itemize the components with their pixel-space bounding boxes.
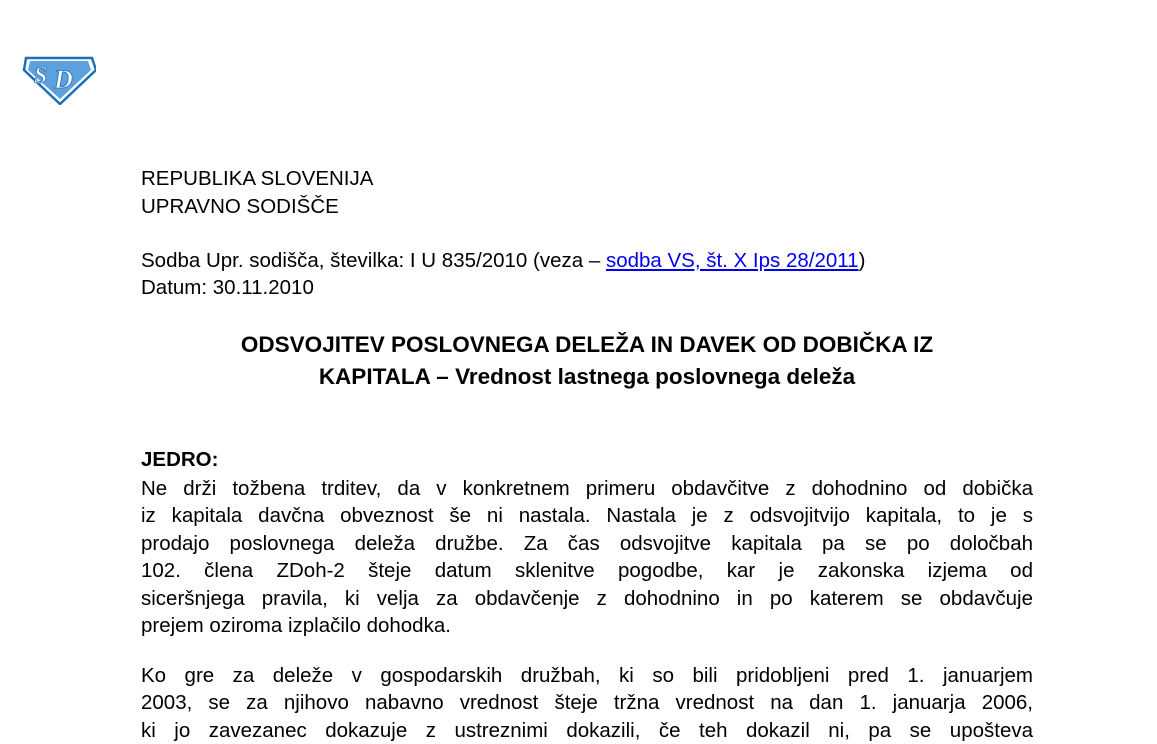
jedro-paragraph-1 xyxy=(141,475,1033,639)
paragraph-line: 2003, se za njihovo nabavno vrednost šteje tržna vrednost na dan 1. januarja 2006, xyxy=(141,691,1033,715)
document-title-line-1: ODSVOJITEV POSLOVNEGA DELEŽA IN DAVEK OD DOBIČKA IZ xyxy=(240,332,934,357)
document-title-line-2: KAPITALA – Vrednost lastnega poslovnega deleža xyxy=(318,364,856,389)
case-number: Sodba Upr. sodišča, številka: I U 835/2010 (veza – xyxy=(141,249,606,272)
paragraph-line: prodajo poslovnega deleža družbe. Za čas odsvojitve kapitala pa se po določbah xyxy=(141,531,1033,555)
jedro-paragraph-2 xyxy=(141,662,1033,744)
paragraph-line: prejem oziroma izplačilo dohodka. xyxy=(141,614,451,638)
court-name: UPRAVNO SODIŠČE xyxy=(141,195,339,218)
paragraph-line: ki jo zavezanec dokazuje z ustreznimi dokazili, če teh dokazil ni, pa se upošteva xyxy=(141,718,1033,742)
paragraph-line: iz kapitala davčna obveznost še ni nastala. Nastala je z odsvojitvijo kapitala, to je s xyxy=(141,504,1033,528)
case-suffix: ) xyxy=(858,249,866,272)
case-date: Datum: 30.11.2010 xyxy=(141,276,314,299)
paragraph-line: siceršnjega pravila, ki velja za obdavčenje z dohodnino in po katerem se obdavčuje xyxy=(141,586,1033,610)
paragraph-line: 102. člena ZDoh-2 šteje datum sklenitve pogodbe, kar je zakonska izjema od xyxy=(141,559,1033,583)
court-country: REPUBLIKA SLOVENIJA xyxy=(141,167,374,190)
sd-logo-icon xyxy=(22,50,96,105)
case-reference xyxy=(141,251,865,272)
svg-text:D: D xyxy=(54,65,73,94)
svg-text:S: S xyxy=(34,63,48,89)
paragraph-line: Ko gre za deleže v gospodarskih družbah, ki so bili pridobljeni pred 1. januarjem xyxy=(141,664,1033,687)
jedro-heading: JEDRO: xyxy=(141,448,219,471)
related-judgment-link[interactable]: sodba VS, št. X Ips 28/2011 xyxy=(605,249,859,272)
paragraph-line: Ne drži tožbena trditev, da v konkretnem primeru obdavčitve z dohodnino od dobička xyxy=(141,477,1033,500)
